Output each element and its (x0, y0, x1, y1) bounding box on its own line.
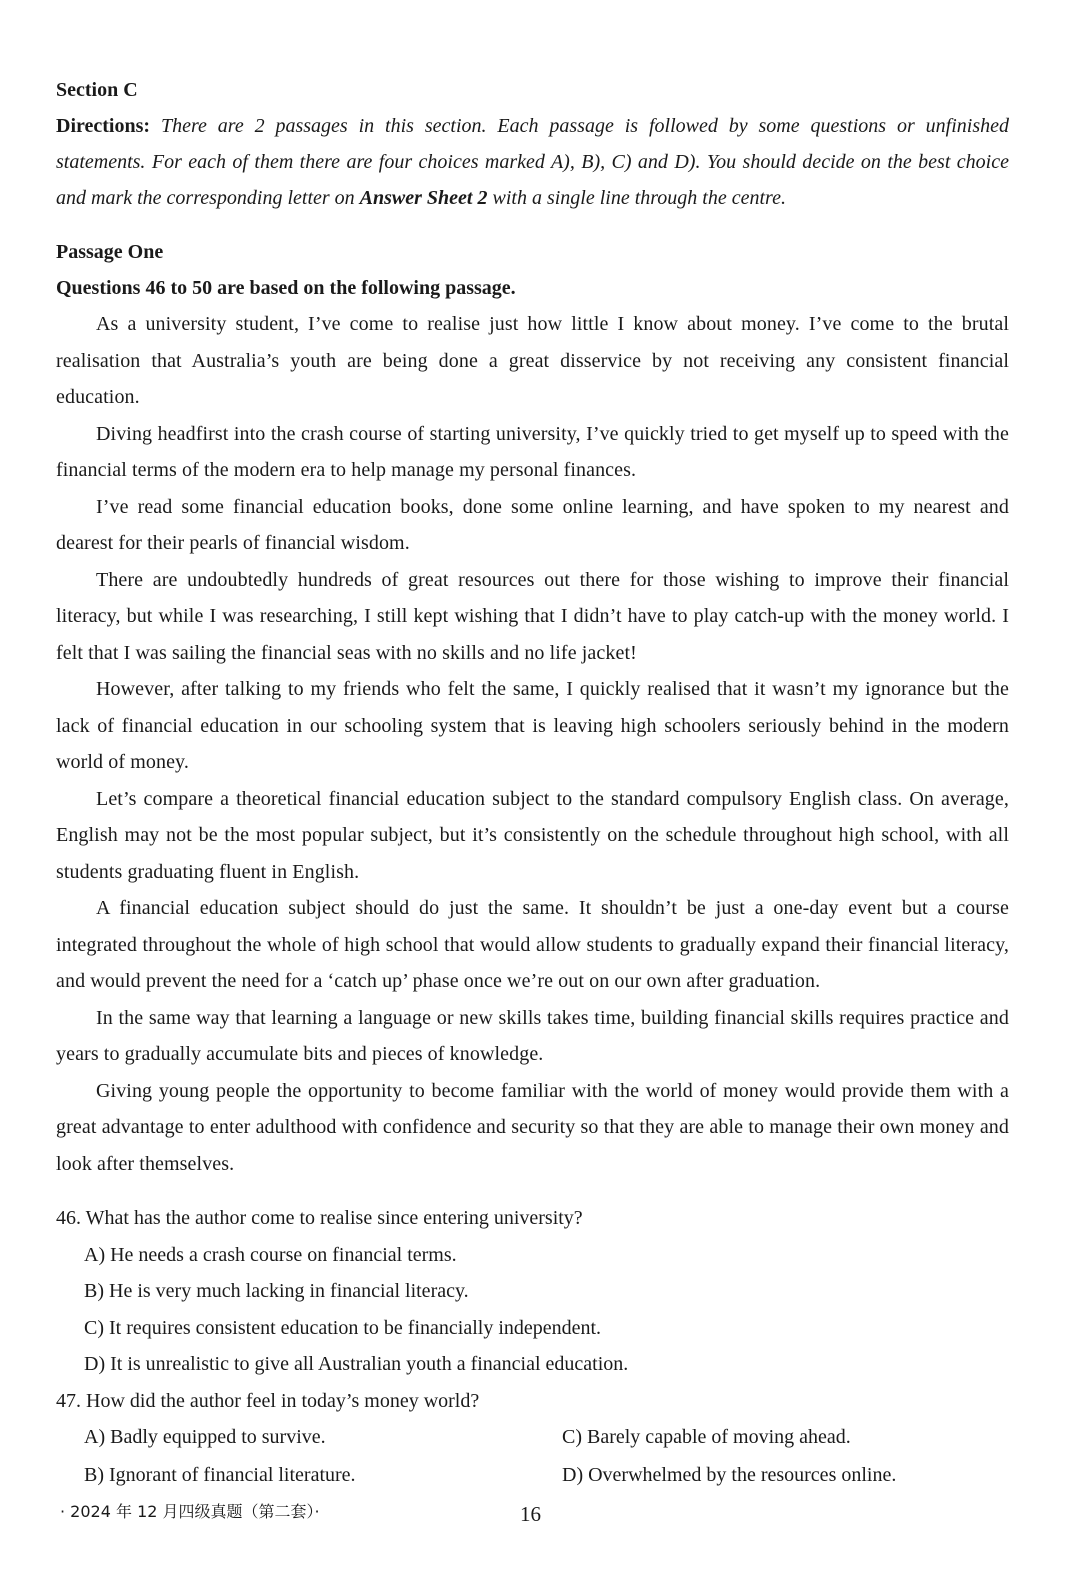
section-title: Section C (56, 79, 138, 101)
question-option: A) He needs a crash course on financial terms. (84, 1243, 457, 1266)
passage-paragraph: As a university student, I’ve come to realise just how little I know about money. I’ve come to the brutal realisation that Australia’s youth are being done a great disservice by not receiving any consistent financial education. (56, 313, 1009, 408)
question-option: B) Ignorant of financial literature. (84, 1463, 356, 1486)
directions (56, 108, 1009, 216)
page-footer (60, 1500, 1020, 1530)
directions-text-2: with a single line through the centre. (487, 187, 786, 209)
passage-paragraph: In the same way that learning a language or new skills takes time, building financial skills requires practice and years to gradually accumulate bits and pieces of knowledge. (56, 1006, 1009, 1065)
question-stem: 47. How did the author feel in today’s money world? (56, 1389, 480, 1412)
passage-paragraph: Let’s compare a theoretical financial education subject to the standard compulsory English class. On average, English may not be the most popular subject, but it’s consistently on the schedule throughout high school, with all students graduating fluent in English. (56, 787, 1009, 883)
question-option: D) Overwhelmed by the resources online. (562, 1463, 897, 1486)
passage-paragraph: Giving young people the opportunity to become familiar with the world of money would provide them with a great advantage to enter adulthood with confidence and security so that they are able to manage their own money and look after themselves. (56, 1079, 1009, 1175)
passage-body (56, 306, 1009, 1182)
page-content (56, 72, 1009, 1494)
question-option: C) Barely capable of moving ahead. (562, 1426, 851, 1448)
question-46 (56, 1200, 1009, 1383)
passage-paragraph: However, after talking to my friends who felt the same, I quickly realised that it wasn’t my ignorance but the lack of financial education in our schooling system that is leaving high schoolers seriously behind in the modern world of money. (56, 678, 1009, 773)
passage-paragraph: A financial education subject should do just the same. It shouldn’t be just a one-day event but a course integrated throughout the whole of high school that would allow students to gradually expand their financial literacy, and would prevent the need for a ‘catch up’ phase once we’re out on our own after graduation. (56, 897, 1009, 992)
passage-subtitle: Questions 46 to 50 are based on the following passage. (56, 277, 516, 299)
passage-paragraph: There are undoubtedly hundreds of great resources out there for those wishing to improve their financial literacy, but while I was researching, I still kept wishing that I didn’t have to play catch-up with the money world. I felt that I was sailing the financial seas with no skills and no life jacket! (56, 568, 1009, 664)
question-option: D) It is unrealistic to give all Australian youth a financial education. (84, 1353, 629, 1375)
answer-sheet-name: Answer Sheet 2 (359, 187, 488, 209)
question-list (56, 1200, 1009, 1494)
question-option: B) He is very much lacking in financial literacy. (84, 1280, 469, 1302)
question-option: C) It requires consistent education to be financially independent. (84, 1316, 602, 1339)
question-option: A) Badly equipped to survive. (84, 1426, 326, 1448)
question-options-grid (84, 1419, 1009, 1494)
directions-text-1: There are 2 passages in this section. Each passage is followed by some questions or unfinished statements. For each of them there are four choices marked A), B), C) and D). You should decide on the best choice and mark the corresponding letter on (56, 115, 1009, 209)
passage-paragraph: Diving headfirst into the crash course of starting university, I’ve quickly tried to get myself up to speed with the financial terms of the modern era to help manage my personal finances. (56, 422, 1009, 481)
passage-title: Passage One (56, 241, 164, 263)
question-stem: 46. What has the author come to realise since entering university? (56, 1207, 583, 1229)
page-number: 16 (520, 1502, 541, 1526)
question-47 (56, 1383, 1009, 1495)
passage-paragraph: I’ve read some financial education books, done some online learning, and have spoken to my nearest and dearest for their pearls of financial wisdom. (56, 495, 1009, 554)
directions-label: Directions: (56, 115, 151, 137)
footer-exam-label: · 2024 年 12 月四级真题（第二套）· (60, 1502, 320, 1521)
